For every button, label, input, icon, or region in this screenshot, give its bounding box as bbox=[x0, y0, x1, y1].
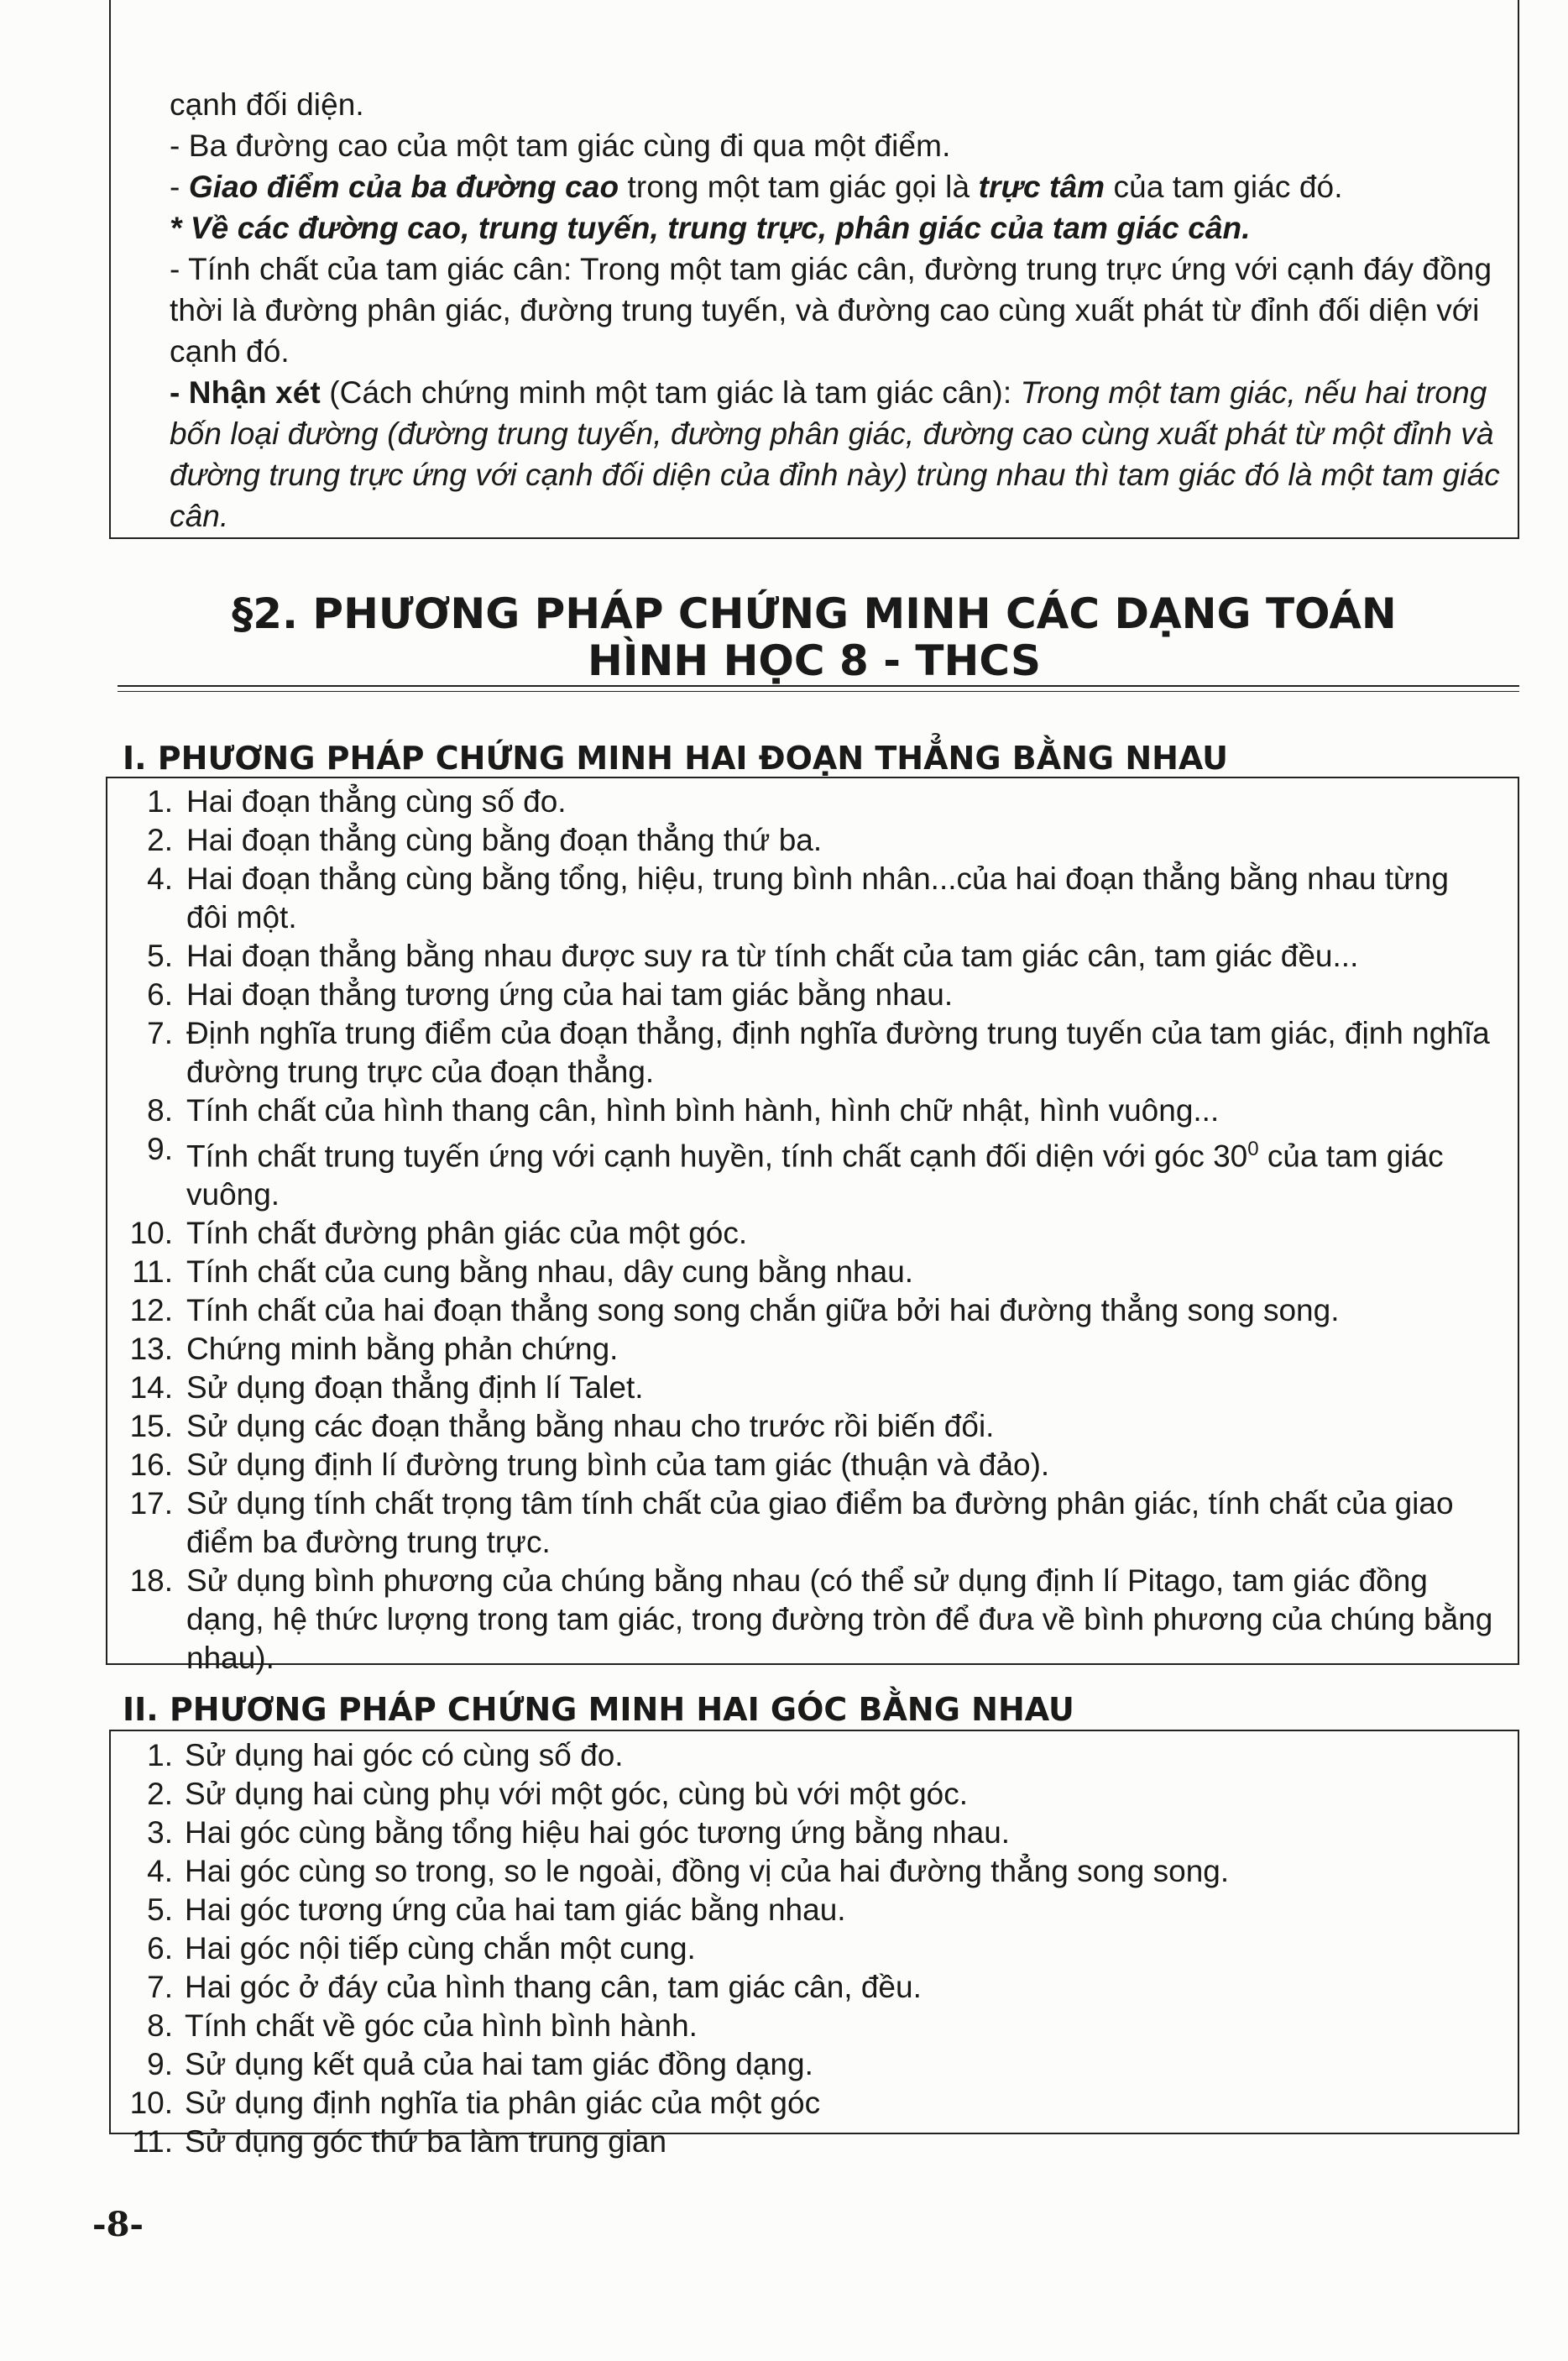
list-item bbox=[124, 1968, 1494, 2007]
list-item-number: 14. bbox=[129, 1370, 173, 1406]
subheading: * Về các đường cao, trung tuyến, trung trực, phân giác của tam giác cân. bbox=[170, 211, 1251, 245]
part1-heading: I. PHƯƠNG PHÁP CHỨNG MINH HAI ĐOẠN THẲNG BẰNG NHAU bbox=[123, 740, 1229, 777]
list-item-number: 18. bbox=[129, 1563, 173, 1599]
list-item-number: 4. bbox=[147, 861, 173, 896]
text-line: - Ba đường cao của một tam giác cùng đi qua một điểm. bbox=[170, 128, 951, 163]
list-item-text: Tính chất đường phân giác của một góc. bbox=[186, 1216, 748, 1251]
list-item-number: 7. bbox=[147, 1016, 173, 1050]
list-item-text: Hai đoạn thẳng bằng nhau được suy ra từ tính chất của tam giác cân, tam giác đều... bbox=[186, 939, 1359, 973]
list-item-number: 3. bbox=[147, 1815, 173, 1850]
list-item-number: 7. bbox=[147, 1970, 173, 2004]
list-item-text: Định nghĩa trung điểm của đoạn thẳng, định nghĩa đường trung tuyến của tam giác, định nghĩa đường trung trực của đoạn thẳng. bbox=[186, 1016, 1490, 1089]
list-item-number: 6. bbox=[147, 977, 173, 1012]
term-orthocenter-def: Giao điểm của ba đường cao bbox=[188, 170, 619, 204]
list-item-text: Hai đoạn thẳng cùng bằng tổng, hiệu, trung bình nhân...của hai đoạn thẳng bằng nhau từng đôi một. bbox=[186, 861, 1449, 934]
list-item-text: Sử dụng hai góc có cùng số đo. bbox=[185, 1738, 624, 1772]
list-item bbox=[124, 1852, 1494, 1891]
divider bbox=[118, 685, 1519, 687]
list-item bbox=[129, 1253, 1494, 1291]
list-item bbox=[124, 2123, 1494, 2161]
list-item bbox=[124, 1929, 1494, 1968]
list-item bbox=[124, 1736, 1494, 1775]
theory-box bbox=[109, 0, 1519, 539]
list-item bbox=[129, 1562, 1494, 1678]
list-item-text: Sử dụng các đoạn thẳng bằng nhau cho trước rồi biến đổi. bbox=[186, 1409, 995, 1444]
list-item bbox=[129, 1014, 1494, 1092]
text-line: - Giao điểm của ba đường cao trong một tam giác gọi là trực tâm của tam giác đó. bbox=[170, 170, 1343, 204]
list-item-text: Sử dụng định lí đường trung bình của tam giác (thuận và đảo). bbox=[186, 1447, 1050, 1483]
list-item-text: Chứng minh bằng phản chứng. bbox=[186, 1332, 619, 1367]
list-item bbox=[129, 1446, 1494, 1484]
list-item-number: 1. bbox=[147, 1738, 173, 1772]
list-item-number: 5. bbox=[147, 939, 173, 973]
list-item-text: Tính chất của hai đoạn thẳng song song chắn giữa bởi hai đường thẳng song song. bbox=[186, 1293, 1340, 1328]
list-item-number: 8. bbox=[147, 2008, 173, 2043]
list-item bbox=[129, 1330, 1494, 1369]
text-paragraph: - Tính chất của tam giác cân: Trong một tam giác cân, đường trung trực ứng với cạnh đáy đồng thời là đường phân giác, đường trung tuyến, và đường cao cùng xuất phát từ đỉnh đối diện với cạnh đó. bbox=[170, 252, 1492, 369]
list-item-text: Tính chất về góc của hình bình hành. bbox=[185, 2008, 698, 2043]
list-item-number: 9. bbox=[147, 2047, 173, 2081]
list-item bbox=[129, 1369, 1494, 1407]
list-item bbox=[124, 1775, 1494, 1814]
list-item bbox=[129, 937, 1494, 976]
list-item-text: Sử dụng đoạn thẳng định lí Talet. bbox=[186, 1370, 644, 1406]
list-item bbox=[124, 2084, 1494, 2123]
list-item bbox=[129, 1407, 1494, 1446]
degree-superscript: 0 bbox=[1247, 1138, 1259, 1160]
list-item-number: 11. bbox=[132, 2124, 173, 2159]
list-item-text: Hai góc nội tiếp cùng chắn một cung. bbox=[185, 1931, 696, 1966]
list-item bbox=[129, 1214, 1494, 1253]
remark-paragraph: - Nhận xét (Cách chứng minh một tam giác là tam giác cân): Trong một tam giác, nếu hai trong bốn loại đường (đường trung tuyến, đường phân giác, đường cao cùng xuất phát từ một đỉnh và đường trung trực ứng với cạnh đối diện của đỉnh này) trùng nhau thì tam giác đó là một tam giác cân. bbox=[170, 375, 1500, 533]
list-item bbox=[124, 1891, 1494, 1929]
list-item-number: 10. bbox=[129, 1216, 173, 1251]
list-item-number: 9. bbox=[147, 1132, 173, 1166]
list-item-number: 15. bbox=[129, 1409, 173, 1444]
list-item bbox=[129, 821, 1494, 860]
list-item bbox=[124, 2045, 1494, 2084]
section-title-line-2: HÌNH HỌC 8 - THCS bbox=[588, 636, 1041, 685]
list-item-text: Tính chất trung tuyến ứng với cạnh huyền, tính chất cạnh đối diện với góc $30^0$ của tam giác vuông. bbox=[186, 1138, 1444, 1212]
list-item bbox=[124, 2007, 1494, 2045]
list-item-number: 1. bbox=[147, 784, 173, 819]
list-item-number: 17. bbox=[129, 1486, 173, 1521]
list-item bbox=[129, 860, 1494, 937]
list-item-number: 4. bbox=[147, 1854, 173, 1888]
divider bbox=[118, 691, 1519, 692]
list-item-text: Sử dụng định nghĩa tia phân giác của một góc bbox=[185, 2086, 821, 2120]
list-item bbox=[124, 1814, 1494, 1852]
list-item-number: 2. bbox=[147, 1777, 173, 1811]
list-item-text: Hai góc tương ứng của hai tam giác bằng nhau. bbox=[185, 1892, 846, 1927]
part1-list-box bbox=[106, 777, 1519, 1676]
list-item-number: 11. bbox=[132, 1254, 173, 1290]
section-title-line-1: §2. PHƯƠNG PHÁP CHỨNG MINH CÁC DẠNG TOÁN bbox=[232, 589, 1397, 638]
list-item-text: Hai góc ở đáy của hình thang cân, tam giác cân, đều. bbox=[185, 1970, 922, 2004]
page-number: -8- bbox=[92, 2205, 144, 2244]
list-item-number: 10. bbox=[129, 2086, 173, 2120]
list-item-number: 12. bbox=[129, 1293, 173, 1328]
list-item-number: 16. bbox=[129, 1447, 173, 1483]
term-orthocenter: trực tâm bbox=[978, 170, 1105, 204]
list-item-text: Sử dụng tính chất trọng tâm tính chất của giao điểm ba đường phân giác, tính chất của giao điểm ba đường trung trực. bbox=[186, 1486, 1454, 1560]
part1-list bbox=[129, 783, 1494, 1678]
part2-heading: II. PHƯƠNG PHÁP CHỨNG MINH HAI GÓC BẰNG NHAU bbox=[123, 1691, 1074, 1728]
list-item-text: Tính chất của hình thang cân, hình bình hành, hình chữ nhật, hình vuông... bbox=[186, 1093, 1220, 1128]
list-item bbox=[129, 1092, 1494, 1130]
list-item-text: Hai đoạn thẳng tương ứng của hai tam giác bằng nhau. bbox=[186, 977, 954, 1012]
list-item bbox=[129, 783, 1494, 821]
list-item-text: Hai góc cùng bằng tổng hiệu hai góc tương ứng bằng nhau. bbox=[185, 1815, 1011, 1850]
text-line: cạnh đối diện. bbox=[170, 87, 364, 122]
list-item-text: Sử dụng kết quả của hai tam giác đồng dạng. bbox=[185, 2047, 813, 2081]
part2-list bbox=[124, 1736, 1494, 2161]
list-item-text: Sử dụng góc thứ ba làm trung gian bbox=[185, 2124, 667, 2159]
list-item-text: Hai đoạn thẳng cùng số đo. bbox=[186, 784, 567, 819]
list-item-text: Hai góc cùng so trong, so le ngoài, đồng vị của hai đường thẳng song song. bbox=[185, 1854, 1230, 1888]
list-item-number: 5. bbox=[147, 1892, 173, 1927]
list-item-number: 2. bbox=[147, 823, 173, 857]
list-item bbox=[129, 1484, 1494, 1562]
list-item bbox=[129, 976, 1494, 1014]
list-item-number: 13. bbox=[129, 1332, 173, 1367]
list-item-number: 6. bbox=[147, 1931, 173, 1966]
list-item bbox=[129, 1291, 1494, 1330]
list-item-text: Tính chất của cung bằng nhau, dây cung bằng nhau. bbox=[186, 1254, 914, 1290]
list-item-text: Sử dụng bình phương của chúng bằng nhau (có thể sử dụng định lí Pitago, tam giác đồng dạng, hệ thức lượng trong tam giác, trong đường tròn để đưa về bình phương của chúng bằng nhau). bbox=[186, 1563, 1493, 1676]
part2-list-box bbox=[109, 1730, 1519, 2159]
list-item-number: 8. bbox=[147, 1093, 173, 1128]
list-item-text: Sử dụng hai cùng phụ với một góc, cùng bù với một góc. bbox=[185, 1777, 969, 1811]
list-item bbox=[129, 1130, 1494, 1214]
list-item-text: Hai đoạn thẳng cùng bằng đoạn thẳng thứ ba. bbox=[186, 823, 823, 857]
